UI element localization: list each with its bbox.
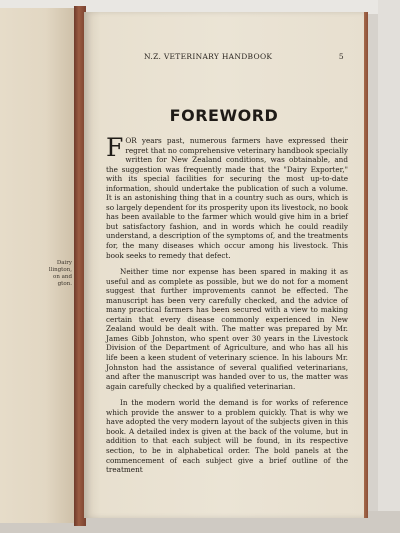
left-page-line: gton. xyxy=(57,281,72,287)
drop-cap: F xyxy=(106,133,124,162)
page-number: 5 xyxy=(338,52,344,61)
running-header xyxy=(144,52,344,64)
left-page-line: on and xyxy=(53,274,72,280)
paragraph-1 xyxy=(106,133,348,260)
page-heading: FOREWORD xyxy=(169,106,279,125)
paragraph-3: In the modern world the demand is for works of reference which provide the answer to a problem quickly. That is why we have adopted the very modern layout of the subjects given in this book. A detailed index is given at the back of the volume, but in addition to that each subject will be found, in its respective section, to be in alphabetical order. The bold panels at the commencement of each subject give a brief outline of the treatment xyxy=(106,398,348,475)
paragraph-1-text: OR years past, numerous farmers have expressed their regret that no comprehensive veterinary handbook specially written for New Zealand conditions, was obtainable, and the suggestion was frequently made that the "Dairy Exporter," with its special facilities for securing the most up-to-date information, should undertake the publication of such a volume. It is an astonishing thing that in a country such as ours, which is so largely dependent for its prosperity upon its livestock, no book has been available to the farmer which would give him in a brief but satisfactory fashion, and in words which he could readily understand, a description of the symptoms of, and the treatments for, the many diseases which occur among his livestock. This book seeks to remedy that defect. xyxy=(106,136,348,260)
paragraph-2: Neither time nor expense has been spared in making it as useful and as complete as possible, but we do not for a moment suggest that further improvements cannot be effected. The manuscript has been very carefully checked, and the advice of many practical farmers has been secured with a view to making certain that every disease commonly experienced in New Zealand would be dealt with. The matter was prepared by Mr. James Gibb Johnston, who spent over 30 years in the Livestock Division of the Department of Agriculture, and who has all his life been a keen student of veterinary science. In his labours Mr. Johnston had the assistance of several qualified veterinarians, and after the manuscript was handed over to us, the matter was again carefully checked by a qualified veterinarian. xyxy=(106,267,348,391)
left-page-line: Dairy xyxy=(56,260,72,266)
background-right xyxy=(378,0,400,533)
right-page xyxy=(84,12,364,518)
left-page-text-fragment xyxy=(2,260,72,288)
running-header-title: N.Z. VETERINARY HANDBOOK xyxy=(144,52,273,61)
left-facing-page xyxy=(0,8,76,523)
foreword-body xyxy=(106,133,348,475)
left-page-line: llington, xyxy=(48,267,72,273)
